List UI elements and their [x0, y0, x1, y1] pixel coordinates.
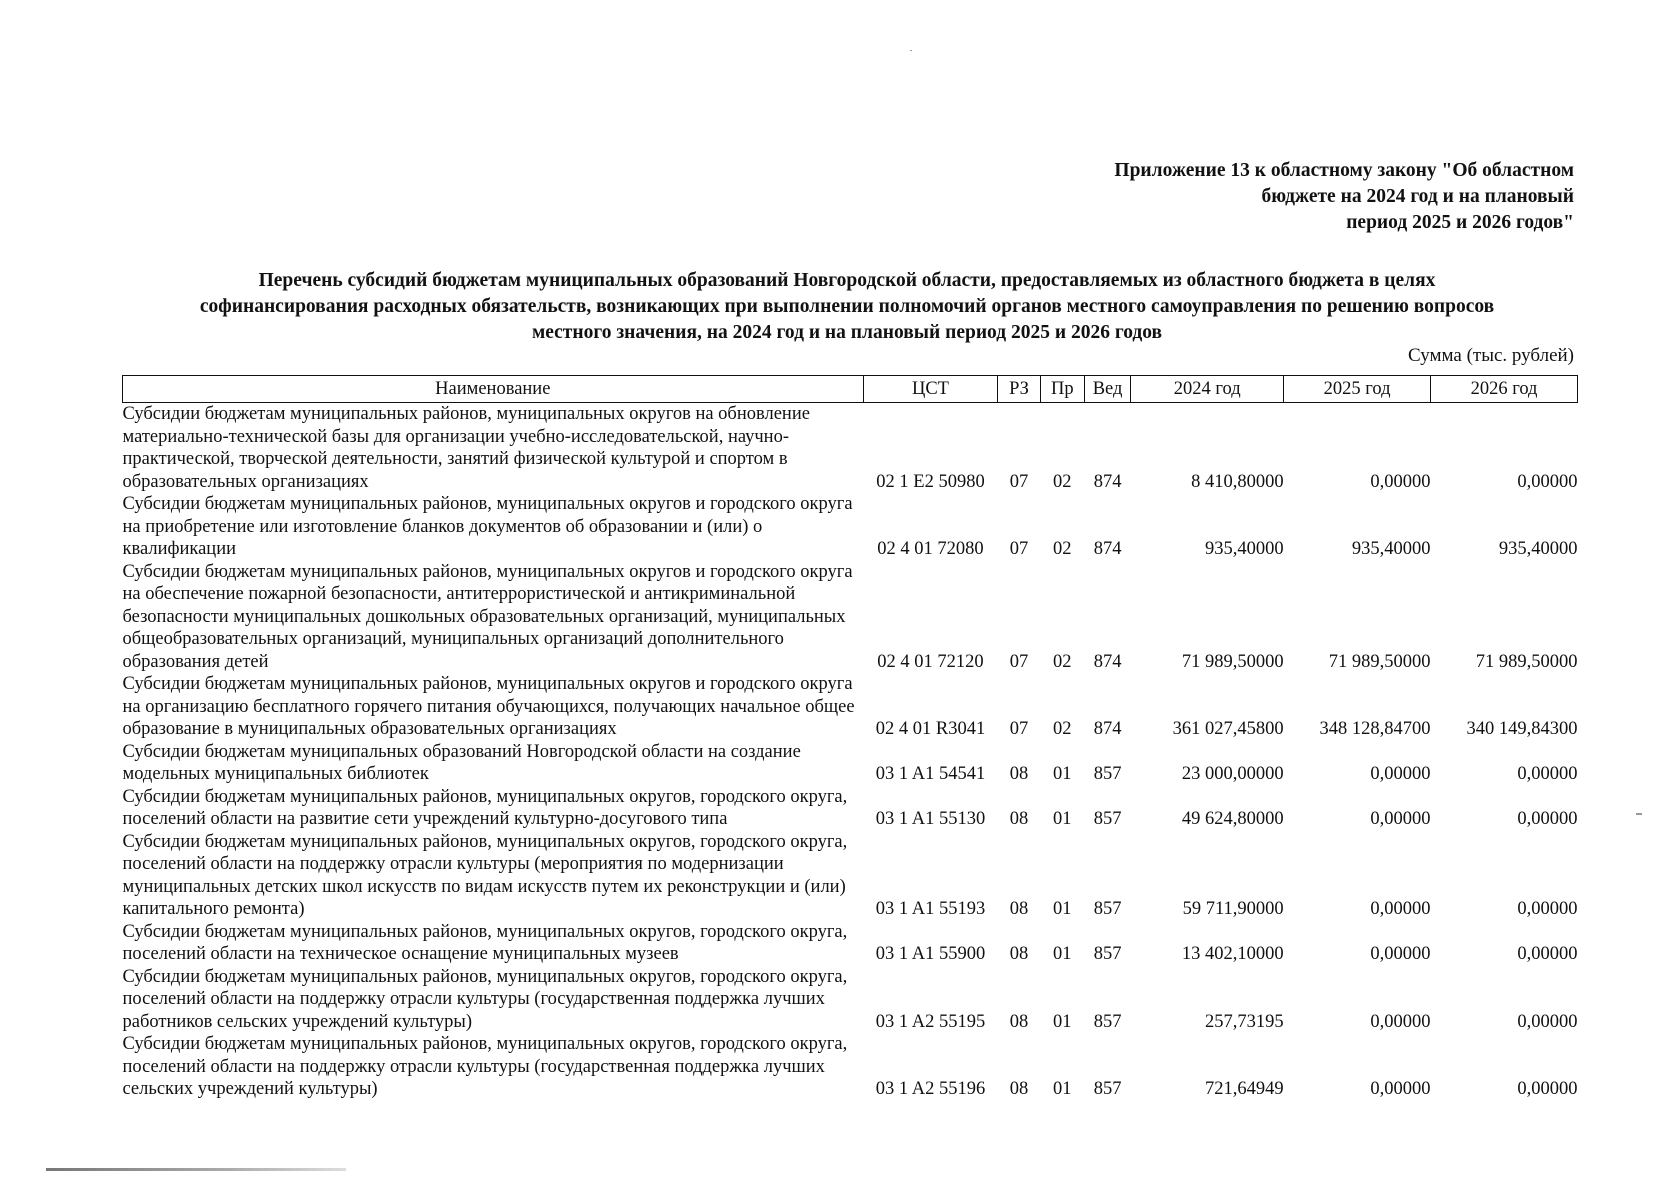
row-rz: 08: [1009, 809, 1029, 829]
row-ved: 874: [1093, 719, 1122, 739]
row-2026: 340 149,84300: [1466, 719, 1578, 739]
row-name: Субсидии бюджетам муниципальных районов, муниципальных округов на обновление материально-технической базы для организации учебно-исследовательской, научно-практической, творческой деятельности, занятий физической культурой и спортом в образовательных организациях: [122, 404, 810, 492]
title-line: местного значения, на 2024 год и на плановый период 2025 и 2026 годов: [531, 322, 1163, 343]
row-name: Субсидии бюджетам муниципальных районов, муниципальных округов и городского округа на приобретение или изготовление бланков документов об образовании и (или) о квалификации: [122, 494, 853, 559]
appendix-line: бюджете на 2024 год и на плановый: [1261, 186, 1574, 207]
table-row: [123, 561, 1578, 674]
row-cst: 02 4 01 R3041: [875, 719, 986, 739]
title-line: Перечень субсидий бюджетам муниципальных образований Новгородской области, предоставляемых из областного бюджета в целях: [258, 270, 1436, 291]
row-cst: 03 1 A2 55196: [875, 1079, 986, 1099]
col-header-2024: 2024 год: [1131, 376, 1284, 403]
appendix-line: период 2025 и 2026 годов": [1346, 212, 1574, 233]
row-name: Субсидии бюджетам муниципальных образований Новгородской области на создание модельных муниципальных библиотек: [122, 741, 801, 784]
row-name: Субсидии бюджетам муниципальных районов, муниципальных округов, городского округа, поселений области на поддержку отрасли культуры (государственная поддержка лучших сельских учреждений культуры): [122, 1034, 848, 1099]
row-2024: 13 402,10000: [1181, 944, 1284, 964]
col-header-2026: 2026 год: [1431, 376, 1578, 403]
title-line: софинансирования расходных обязательств, возникающих при выполнении полномочий органов местного самоуправления по решению вопросов: [199, 296, 1495, 317]
row-pr: 01: [1053, 809, 1072, 829]
row-2025: 0,00000: [1370, 944, 1431, 964]
table-row: [123, 921, 1578, 966]
table-row: [123, 831, 1578, 921]
row-2026: 71 989,50000: [1475, 651, 1578, 672]
row-ved: 857: [1093, 944, 1122, 964]
row-2025: 0,00000: [1370, 471, 1431, 492]
table-row: [123, 966, 1578, 1034]
row-pr: 02: [1053, 539, 1072, 559]
row-cst: 02 1 E2 50980: [876, 471, 985, 492]
row-2024: 257,73195: [1205, 1011, 1284, 1032]
row-2024: 721,64949: [1205, 1079, 1284, 1099]
row-2024: 71 989,50000: [1181, 651, 1284, 672]
row-rz: 08: [1009, 899, 1029, 919]
row-ved: 857: [1093, 809, 1122, 829]
row-rz: 07: [1009, 539, 1029, 559]
row-2026: 0,00000: [1517, 899, 1578, 919]
units-label: Сумма (тыс. рублей): [1408, 345, 1574, 366]
row-pr: 01: [1053, 899, 1072, 919]
row-rz: 08: [1009, 1079, 1029, 1099]
row-2025: 0,00000: [1370, 1011, 1431, 1032]
table-row: [123, 1033, 1578, 1101]
row-pr: 01: [1053, 1011, 1072, 1032]
row-name: Субсидии бюджетам муниципальных районов, муниципальных округов и городского округа на обеспечение пожарной безопасности, антитеррористической и антикриминальной безопасности муниципальных дошкольных образовательных организаций, муниципальных общеобразовательных организаций, муниципальных организаций дополнительного образования детей: [122, 561, 853, 672]
row-pr: 01: [1053, 944, 1072, 964]
row-2025: 935,40000: [1351, 539, 1431, 559]
row-cst: 03 1 A1 55900: [875, 944, 986, 964]
row-2024: 49 624,80000: [1181, 809, 1284, 829]
row-2026: 0,00000: [1517, 809, 1578, 829]
row-pr: 02: [1053, 651, 1072, 672]
row-ved: 874: [1093, 651, 1122, 672]
row-rz: 08: [1009, 764, 1029, 784]
scan-artifact-line: [46, 1168, 346, 1171]
row-name: Субсидии бюджетам муниципальных районов, муниципальных округов, городского округа, поселений области на поддержку отрасли культуры (мероприятия по модернизации муниципальных детских школ искусств по видам искусств путем их реконструкции и (или) капитального ремонта): [122, 831, 848, 919]
row-ved: 857: [1093, 1011, 1122, 1032]
row-cst: 03 1 A1 54541: [875, 764, 986, 784]
row-pr: 02: [1053, 719, 1072, 739]
row-name: Субсидии бюджетам муниципальных районов, муниципальных округов и городского округа на организацию бесплатного горячего питания обучающихся, получающих начальное общее образование в муниципальных образовательных организациях: [122, 674, 855, 739]
row-2026: 0,00000: [1517, 1011, 1578, 1032]
row-2024: 8 410,80000: [1191, 471, 1284, 492]
row-2026: 0,00000: [1517, 764, 1578, 784]
row-cst: 03 1 A2 55195: [875, 1011, 986, 1032]
row-ved: 857: [1093, 1079, 1122, 1099]
row-pr: 01: [1053, 1079, 1072, 1099]
row-2026: 935,40000: [1498, 539, 1578, 559]
row-rz: 07: [1009, 719, 1029, 739]
row-ved: 857: [1093, 899, 1122, 919]
table-header-row: [123, 376, 1578, 403]
document-title: [118, 268, 1576, 346]
row-2025: 0,00000: [1370, 809, 1431, 829]
appendix-note: [1014, 158, 1574, 236]
row-cst: 03 1 A1 55130: [875, 809, 986, 829]
row-cst: 02 4 01 72080: [877, 539, 984, 559]
row-name: Субсидии бюджетам муниципальных районов, муниципальных округов, городского округа, поселений области на поддержку отрасли культуры (государственная поддержка лучших работников сельских учреждений культуры): [122, 966, 848, 1032]
table-row: [123, 673, 1578, 741]
col-header-name: Наименование: [123, 376, 864, 403]
col-header-rz: РЗ: [998, 376, 1040, 403]
row-2025: 348 128,84700: [1319, 719, 1431, 739]
row-name: Субсидии бюджетам муниципальных районов, муниципальных округов, городского округа, поселений области на развитие сети учреждений культурно-досугового типа: [122, 786, 848, 829]
table-row: [123, 403, 1578, 494]
row-2026: 0,00000: [1517, 471, 1578, 492]
col-header-2025: 2025 год: [1284, 376, 1431, 403]
row-name: Субсидии бюджетам муниципальных районов, муниципальных округов, городского округа, поселений области на техническое оснащение муниципальных музеев: [122, 921, 848, 964]
row-2025: 0,00000: [1370, 1079, 1431, 1099]
row-2024: 361 027,45800: [1172, 719, 1284, 739]
row-ved: 857: [1093, 764, 1122, 784]
row-pr: 01: [1053, 764, 1072, 784]
row-2025: 71 989,50000: [1328, 651, 1431, 672]
row-rz: 08: [1009, 944, 1029, 964]
row-pr: 02: [1053, 471, 1072, 492]
col-header-cst: ЦСТ: [863, 376, 998, 403]
row-2024: 59 711,90000: [1182, 899, 1284, 919]
table-row: [123, 786, 1578, 831]
row-2026: 0,00000: [1517, 1079, 1578, 1099]
row-2026: 0,00000: [1517, 944, 1578, 964]
row-2024: 23 000,00000: [1181, 764, 1284, 784]
col-header-pr: Пр: [1040, 376, 1084, 403]
row-2025: 0,00000: [1370, 764, 1431, 784]
col-header-ved: Вед: [1084, 376, 1130, 403]
table-row: [123, 741, 1578, 786]
scan-speck: [1636, 813, 1642, 815]
row-2024: 935,40000: [1205, 539, 1284, 559]
scan-speck: [910, 50, 912, 51]
appendix-line: Приложение 13 к областному закону "Об областном: [1114, 160, 1574, 181]
row-rz: 07: [1009, 651, 1029, 672]
row-rz: 07: [1009, 471, 1029, 492]
row-cst: 02 4 01 72120: [877, 651, 984, 672]
subsidies-table: [122, 375, 1578, 1101]
row-cst: 03 1 A1 55193: [875, 899, 986, 919]
row-2025: 0,00000: [1370, 899, 1431, 919]
row-rz: 08: [1009, 1011, 1029, 1032]
table-row: [123, 493, 1578, 561]
row-ved: 874: [1093, 539, 1122, 559]
row-ved: 874: [1093, 471, 1122, 492]
